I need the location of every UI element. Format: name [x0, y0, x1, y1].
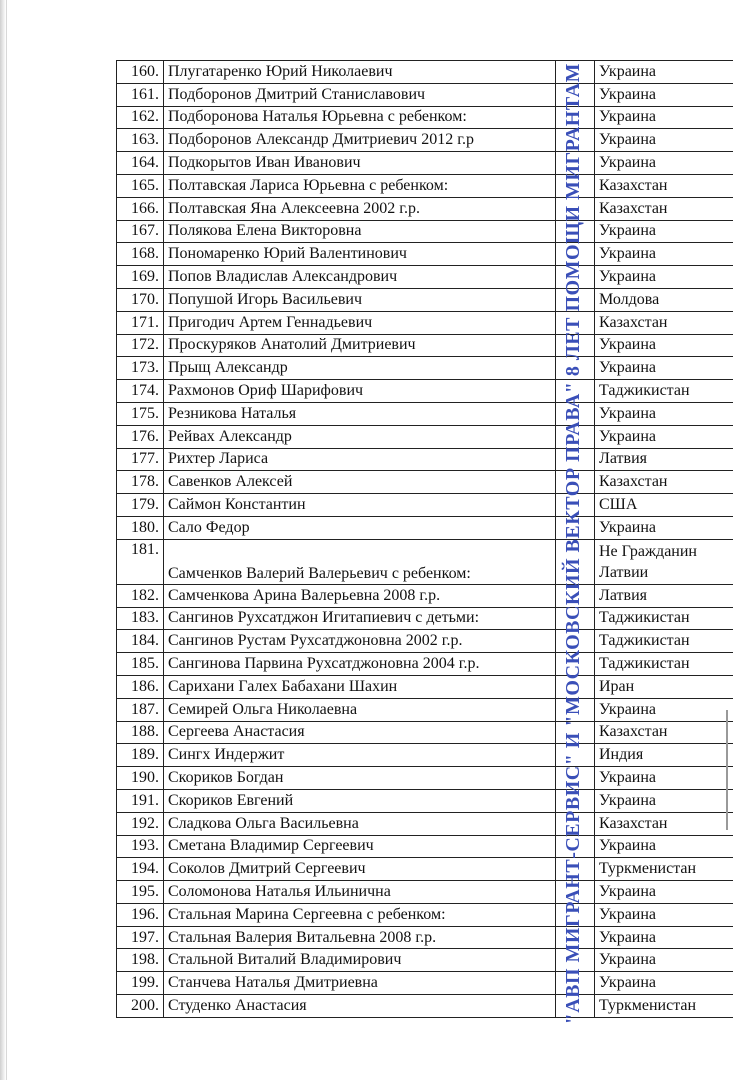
- stamp-column-cell: [556, 675, 595, 698]
- country: Таджикистан: [595, 653, 733, 676]
- stamp-column-cell: [556, 61, 595, 84]
- person-name: Семирей Ольга Николаевна: [164, 698, 556, 721]
- row-number: 189.: [117, 744, 164, 767]
- row-number: 181.: [117, 539, 164, 584]
- row-number: 184.: [117, 630, 164, 653]
- country: Украина: [595, 83, 733, 106]
- person-name: Полтавская Яна Алексеевна 2002 г.р.: [164, 197, 556, 220]
- row-number: 163.: [117, 129, 164, 152]
- row-number: 177.: [117, 448, 164, 471]
- country: Украина: [595, 243, 733, 266]
- person-name: Подборонов Александр Дмитриевич 2012 г.р: [164, 129, 556, 152]
- stamp-column-cell: [556, 812, 595, 835]
- country: Казахстан: [595, 721, 733, 744]
- right-edge-mark: [726, 710, 733, 830]
- table-row: [117, 243, 733, 266]
- table-row: [117, 767, 733, 790]
- stamp-column-cell: [556, 197, 595, 220]
- country: Не Гражданин Латвии: [595, 539, 733, 584]
- country: Украина: [595, 61, 733, 84]
- person-name: Полякова Елена Викторовна: [164, 220, 556, 243]
- stamp-column-cell: [556, 357, 595, 380]
- stamp-column-cell: [556, 607, 595, 630]
- country: Украина: [595, 266, 733, 289]
- stamp-column-cell: [556, 425, 595, 448]
- country: Украина: [595, 767, 733, 790]
- table-row: [117, 266, 733, 289]
- stamp-column-cell: [556, 243, 595, 266]
- person-name: Скориков Евгений: [164, 789, 556, 812]
- person-name: Соломонова Наталья Ильинична: [164, 881, 556, 904]
- table-row: [117, 858, 733, 881]
- stamp-column-cell: [556, 106, 595, 129]
- person-name: Попушой Игорь Васильевич: [164, 288, 556, 311]
- stamp-column-cell: [556, 380, 595, 403]
- row-number: 167.: [117, 220, 164, 243]
- stamp-column-cell: [556, 174, 595, 197]
- person-name: Сладкова Ольга Васильевна: [164, 812, 556, 835]
- stamp-column-cell: [556, 698, 595, 721]
- person-name: Сангинова Парвина Рухсатджоновна 2004 г.р.: [164, 653, 556, 676]
- row-number: 182.: [117, 584, 164, 607]
- person-name: Савенков Алексей: [164, 471, 556, 494]
- country: Таджикистан: [595, 630, 733, 653]
- table-row: [117, 61, 733, 84]
- person-name: Сингх Индержит: [164, 744, 556, 767]
- person-name: Подборонова Наталья Юрьевна с ребенком:: [164, 106, 556, 129]
- table-row: [117, 698, 733, 721]
- table-row: [117, 516, 733, 539]
- country: Индия: [595, 744, 733, 767]
- row-number: 187.: [117, 698, 164, 721]
- table-row: [117, 835, 733, 858]
- country: Украина: [595, 357, 733, 380]
- country: Украина: [595, 881, 733, 904]
- person-name: Стальной Виталий Владимирович: [164, 949, 556, 972]
- table-row: [117, 83, 733, 106]
- stamp-column-cell: [556, 334, 595, 357]
- table-row: [117, 995, 733, 1018]
- stamp-column-cell: [556, 471, 595, 494]
- table-row: [117, 972, 733, 995]
- stamp-column-cell: [556, 972, 595, 995]
- country: Таджикистан: [595, 380, 733, 403]
- table-row: [117, 471, 733, 494]
- stamp-column-cell: [556, 152, 595, 175]
- person-name: Стальная Валерия Витальевна 2008 г.р.: [164, 926, 556, 949]
- stamp-column-cell: [556, 767, 595, 790]
- table-row: [117, 812, 733, 835]
- stamp-column-cell: [556, 881, 595, 904]
- stamp-column-cell: [556, 448, 595, 471]
- person-name: Сало Федор: [164, 516, 556, 539]
- person-name: Самченкова Арина Валерьевна 2008 г.р.: [164, 584, 556, 607]
- row-number: 191.: [117, 789, 164, 812]
- row-number: 175.: [117, 402, 164, 425]
- row-number: 185.: [117, 653, 164, 676]
- row-number: 164.: [117, 152, 164, 175]
- country: Туркменистан: [595, 995, 733, 1018]
- table-row: [117, 584, 733, 607]
- person-name: Проскуряков Анатолий Дмитриевич: [164, 334, 556, 357]
- row-number: 194.: [117, 858, 164, 881]
- stamp-column-cell: [556, 266, 595, 289]
- row-number: 199.: [117, 972, 164, 995]
- person-name: Пономаренко Юрий Валентинович: [164, 243, 556, 266]
- country: Украина: [595, 425, 733, 448]
- row-number: 193.: [117, 835, 164, 858]
- person-name: Попов Владислав Александрович: [164, 266, 556, 289]
- stamp-column-cell: [556, 835, 595, 858]
- country: Украина: [595, 835, 733, 858]
- row-number: 162.: [117, 106, 164, 129]
- country: Украина: [595, 516, 733, 539]
- person-name: Сангинов Рухсатджон Игитапиевич с детьми:: [164, 607, 556, 630]
- table-row: [117, 630, 733, 653]
- table-row: [117, 288, 733, 311]
- table-row: [117, 357, 733, 380]
- country: Украина: [595, 106, 733, 129]
- person-name: Сарихани Галех Бабахани Шахин: [164, 675, 556, 698]
- person-name: Рахмонов Ориф Шарифович: [164, 380, 556, 403]
- country: Иран: [595, 675, 733, 698]
- table-row: [117, 903, 733, 926]
- stamp-column-cell: [556, 402, 595, 425]
- row-number: 180.: [117, 516, 164, 539]
- table-row: [117, 926, 733, 949]
- table-row: [117, 380, 733, 403]
- table-row: [117, 106, 733, 129]
- row-number: 186.: [117, 675, 164, 698]
- stamp-column-cell: [556, 995, 595, 1018]
- stamp-text: "АВП МИГРАНТ-СЕРВИС" И "МОСКОВСКИЙ ВЕКТОР ПРАВА" 8 ЛЕТ ПОМОЩИ МИГРАНТАМ: [561, 63, 584, 1025]
- country: Латвия: [595, 448, 733, 471]
- row-number: 172.: [117, 334, 164, 357]
- row-number: 195.: [117, 881, 164, 904]
- country: Латвия: [595, 584, 733, 607]
- table-row: [117, 721, 733, 744]
- stamp-column-cell: [556, 494, 595, 517]
- stamp-column-cell: [556, 584, 595, 607]
- country: Украина: [595, 220, 733, 243]
- country: Украина: [595, 972, 733, 995]
- table-row: [117, 949, 733, 972]
- row-number: 166.: [117, 197, 164, 220]
- country: Украина: [595, 152, 733, 175]
- row-number: 171.: [117, 311, 164, 334]
- table-row: [117, 744, 733, 767]
- table-row: [117, 152, 733, 175]
- stamp-column-cell: [556, 721, 595, 744]
- row-number: 165.: [117, 174, 164, 197]
- country: Украина: [595, 698, 733, 721]
- table-row: [117, 334, 733, 357]
- row-number: 197.: [117, 926, 164, 949]
- row-number: 179.: [117, 494, 164, 517]
- table-row: [117, 494, 733, 517]
- stamp-column-cell: [556, 949, 595, 972]
- table-row: [117, 311, 733, 334]
- person-name: Станчева Наталья Дмитриевна: [164, 972, 556, 995]
- country: США: [595, 494, 733, 517]
- person-name: Пригодич Артем Геннадьевич: [164, 311, 556, 334]
- person-name: Рейвах Александр: [164, 425, 556, 448]
- person-name: Самченков Валерий Валерьевич с ребенком:: [164, 539, 556, 584]
- country: Казахстан: [595, 197, 733, 220]
- country: Украина: [595, 789, 733, 812]
- stamp-column-cell: [556, 311, 595, 334]
- country: Украина: [595, 949, 733, 972]
- table-row: [117, 653, 733, 676]
- row-number: 196.: [117, 903, 164, 926]
- person-name: Плугатаренко Юрий Николаевич: [164, 61, 556, 84]
- stamp-column-cell: [556, 903, 595, 926]
- country: Казахстан: [595, 471, 733, 494]
- row-number: 176.: [117, 425, 164, 448]
- migrant-roster-table: [116, 60, 733, 1018]
- person-name: Сергеева Анастасия: [164, 721, 556, 744]
- country: Украина: [595, 334, 733, 357]
- roster-table-body: [117, 61, 733, 1018]
- country: Молдова: [595, 288, 733, 311]
- row-number: 168.: [117, 243, 164, 266]
- stamp-column-cell: [556, 516, 595, 539]
- stamp-column-cell: [556, 83, 595, 106]
- person-name: Сметана Владимир Сергеевич: [164, 835, 556, 858]
- person-name: Подборонов Дмитрий Станиславович: [164, 83, 556, 106]
- person-name: Полтавская Лариса Юрьевна с ребенком:: [164, 174, 556, 197]
- table-row: [117, 448, 733, 471]
- row-number: 198.: [117, 949, 164, 972]
- row-number: 188.: [117, 721, 164, 744]
- table-row: [117, 174, 733, 197]
- row-number: 200.: [117, 995, 164, 1018]
- country: Украина: [595, 926, 733, 949]
- row-number: 174.: [117, 380, 164, 403]
- stamp-column-cell: [556, 744, 595, 767]
- country: Казахстан: [595, 812, 733, 835]
- row-number: 192.: [117, 812, 164, 835]
- stamp-column-cell: [556, 220, 595, 243]
- table-row: [117, 425, 733, 448]
- stamp-column-cell: [556, 630, 595, 653]
- table-row: [117, 607, 733, 630]
- stamp-column-cell: [556, 288, 595, 311]
- stamp-column-cell: [556, 926, 595, 949]
- stamp-column-cell: [556, 539, 595, 584]
- row-number: 161.: [117, 83, 164, 106]
- country: Казахстан: [595, 311, 733, 334]
- row-number: 169.: [117, 266, 164, 289]
- page-edge-line: [6, 0, 7, 1080]
- country: Туркменистан: [595, 858, 733, 881]
- table-row: [117, 129, 733, 152]
- country: Украина: [595, 402, 733, 425]
- country: Украина: [595, 129, 733, 152]
- person-name: Студенко Анастасия: [164, 995, 556, 1018]
- row-number: 173.: [117, 357, 164, 380]
- stamp-column-cell: [556, 789, 595, 812]
- person-name: Резникова Наталья: [164, 402, 556, 425]
- table-row: [117, 197, 733, 220]
- person-name: Подкорытов Иван Иванович: [164, 152, 556, 175]
- row-number: 170.: [117, 288, 164, 311]
- person-name: Стальная Марина Сергеевна с ребенком:: [164, 903, 556, 926]
- table-row: [117, 402, 733, 425]
- table-row: [117, 789, 733, 812]
- person-name: Саймон Константин: [164, 494, 556, 517]
- table-row: [117, 675, 733, 698]
- person-name: Сангинов Рустам Рухсатджоновна 2002 г.р.: [164, 630, 556, 653]
- person-name: Соколов Дмитрий Сергеевич: [164, 858, 556, 881]
- table-row: [117, 220, 733, 243]
- row-number: 190.: [117, 767, 164, 790]
- row-number: 183.: [117, 607, 164, 630]
- person-name: Прыщ Александр: [164, 357, 556, 380]
- row-number: 160.: [117, 61, 164, 84]
- table-row: [117, 881, 733, 904]
- row-number: 178.: [117, 471, 164, 494]
- person-name: Скориков Богдан: [164, 767, 556, 790]
- stamp-column-cell: [556, 129, 595, 152]
- person-name: Рихтер Лариса: [164, 448, 556, 471]
- stamp-column-cell: [556, 653, 595, 676]
- country: Таджикистан: [595, 607, 733, 630]
- stamp-column-cell: [556, 858, 595, 881]
- table-row: [117, 539, 733, 584]
- country: Украина: [595, 903, 733, 926]
- country: Казахстан: [595, 174, 733, 197]
